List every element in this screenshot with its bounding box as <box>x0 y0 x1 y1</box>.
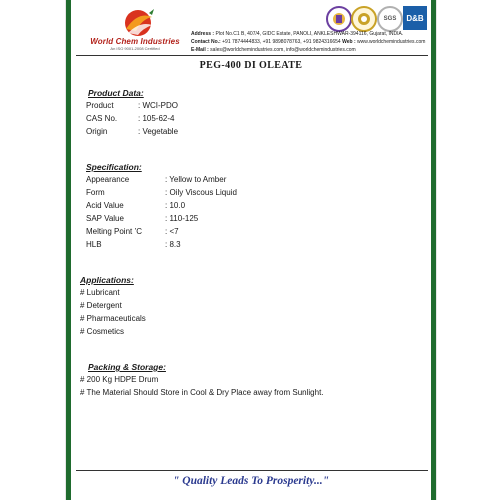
product-title: PEG-400 DI OLEATE <box>199 60 303 71</box>
cas-value: : 105-62-4 <box>138 114 175 123</box>
melting-point-value: : <7 <box>165 227 179 236</box>
address-label: Address : <box>191 31 215 37</box>
datasheet-page <box>66 0 436 500</box>
packing-item: # 200 Kg HDPE Drum <box>80 375 159 384</box>
application-item: # Cosmetics <box>80 327 125 336</box>
header-divider <box>76 55 428 56</box>
certification-text: An ISO 9001-2008 Certified <box>110 46 160 51</box>
badge-dnb-logo: D&B <box>403 6 427 30</box>
origin-value: : Vegetable <box>138 127 179 136</box>
appearance-label: Appearance <box>86 175 130 184</box>
badge-sgs-seal-icon: SGS <box>377 6 403 32</box>
melting-point-label: Melting Point ’C <box>86 227 143 236</box>
product-data-heading: Product Data: <box>88 88 144 98</box>
web-label: Web : <box>342 39 356 45</box>
email-label: E-Mail : <box>191 47 209 53</box>
acid-value-value: : 10.0 <box>165 201 186 210</box>
right-green-border <box>431 0 436 500</box>
contact-text: +91 7874444833, +91 9898078763, +91 9824316654 <box>222 39 341 45</box>
product-value: : WCI-PDO <box>138 101 178 110</box>
badge-certification-seal-icon <box>351 6 377 32</box>
contact-label: Contact No.: <box>191 39 221 45</box>
footer-divider <box>76 470 428 471</box>
web-link[interactable]: www.worldchemindustries.com <box>357 39 426 45</box>
footer-slogan: " Quality Leads To Prosperity..." <box>173 475 329 487</box>
application-item: # Pharmaceuticals <box>80 314 146 323</box>
sap-value-label: SAP Value <box>86 214 124 223</box>
sap-value-value: : 110-125 <box>165 214 199 223</box>
application-item: # Detergent <box>80 301 122 310</box>
email-link[interactable]: sales@worldchemindustries.com, info@worldchemindustries.com <box>210 47 356 53</box>
appearance-value: : Yellow to Amber <box>165 175 227 184</box>
packing-storage-heading: Packing & Storage: <box>88 362 166 372</box>
badge-emblem-seal-icon <box>326 6 352 32</box>
hlb-label: HLB <box>86 240 102 249</box>
origin-label: Origin <box>86 127 108 136</box>
specification-heading: Specification: <box>86 162 142 172</box>
application-item: # Lubricant <box>80 288 120 297</box>
form-label: Form <box>86 188 105 197</box>
acid-value-label: Acid Value <box>86 201 124 210</box>
product-label: Product <box>86 101 114 110</box>
applications-heading: Applications: <box>80 275 134 285</box>
form-value: : Oily Viscous Liquid <box>165 188 237 197</box>
address-text: Plot No.C1 B, 407/4, GIDC Estate, PANOLI, ANKLESHWAR-394116, Gujarat, INDIA. <box>215 31 404 37</box>
contact-block <box>191 30 431 54</box>
cas-label: CAS No. <box>86 114 118 123</box>
hlb-value: : 8.3 <box>165 240 181 249</box>
left-green-border <box>66 0 71 500</box>
company-name: World Chem Industries <box>90 37 180 46</box>
packing-item: # The Material Should Store in Cool & Dry Place away from Sunlight. <box>80 388 324 397</box>
